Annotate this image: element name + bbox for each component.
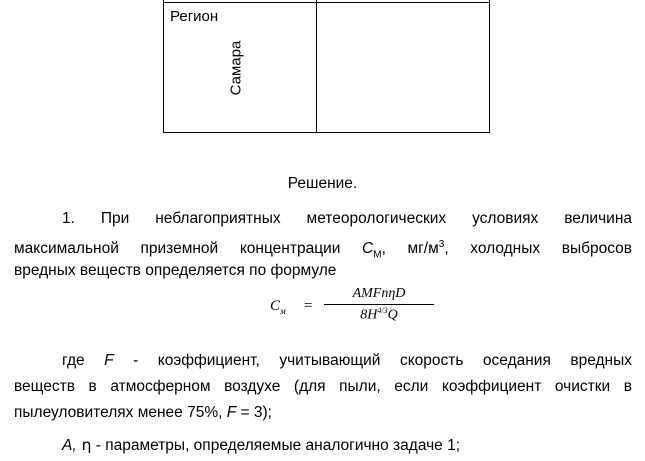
cm-subscript: М	[373, 249, 382, 261]
units-superscript: 3	[438, 239, 445, 250]
data-table	[163, 0, 490, 133]
a-symbol: А,	[62, 437, 77, 454]
formula-numerator: AMFnηD	[324, 286, 434, 305]
paragraph1-line2: максимальной приземной концентрации $С_М$, $мг/м^3$, холодных выбросов	[14, 239, 632, 261]
cm-symbol: С	[362, 240, 374, 258]
region-label: Регион	[170, 8, 219, 25]
city-value: Самара	[227, 40, 245, 96]
formula-fraction	[324, 286, 434, 324]
f-symbol-2: F	[226, 404, 237, 421]
formula-equals: =	[304, 298, 313, 314]
f-symbol: F	[104, 352, 114, 369]
paragraph2-line2: веществ в атмосферном воздухе (для пыли, если коэффициент очистки в	[14, 378, 632, 395]
eta-symbol: η	[76, 436, 92, 454]
paragraph2-line1: где F - коэффициент, учитывающий скорость оседания вредных	[62, 352, 632, 369]
paragraph1-line1: 1. При неблагоприятных метеорологических условиях величина	[62, 210, 632, 227]
paragraph2-line3: пылеуловителях менее 75%, F = 3);	[14, 404, 272, 421]
paragraph3-line1: А, η - параметры, определяемые аналогично задаче 1;	[62, 436, 461, 454]
formula-lhs: $С_м$	[270, 298, 286, 316]
paragraph1-line3: вредных веществ определяется по формуле	[14, 262, 337, 279]
solution-heading: Решение.	[287, 175, 358, 192]
formula-denominator: $8H^{4/3}Q$	[360, 306, 398, 323]
city-cell	[317, 3, 489, 132]
